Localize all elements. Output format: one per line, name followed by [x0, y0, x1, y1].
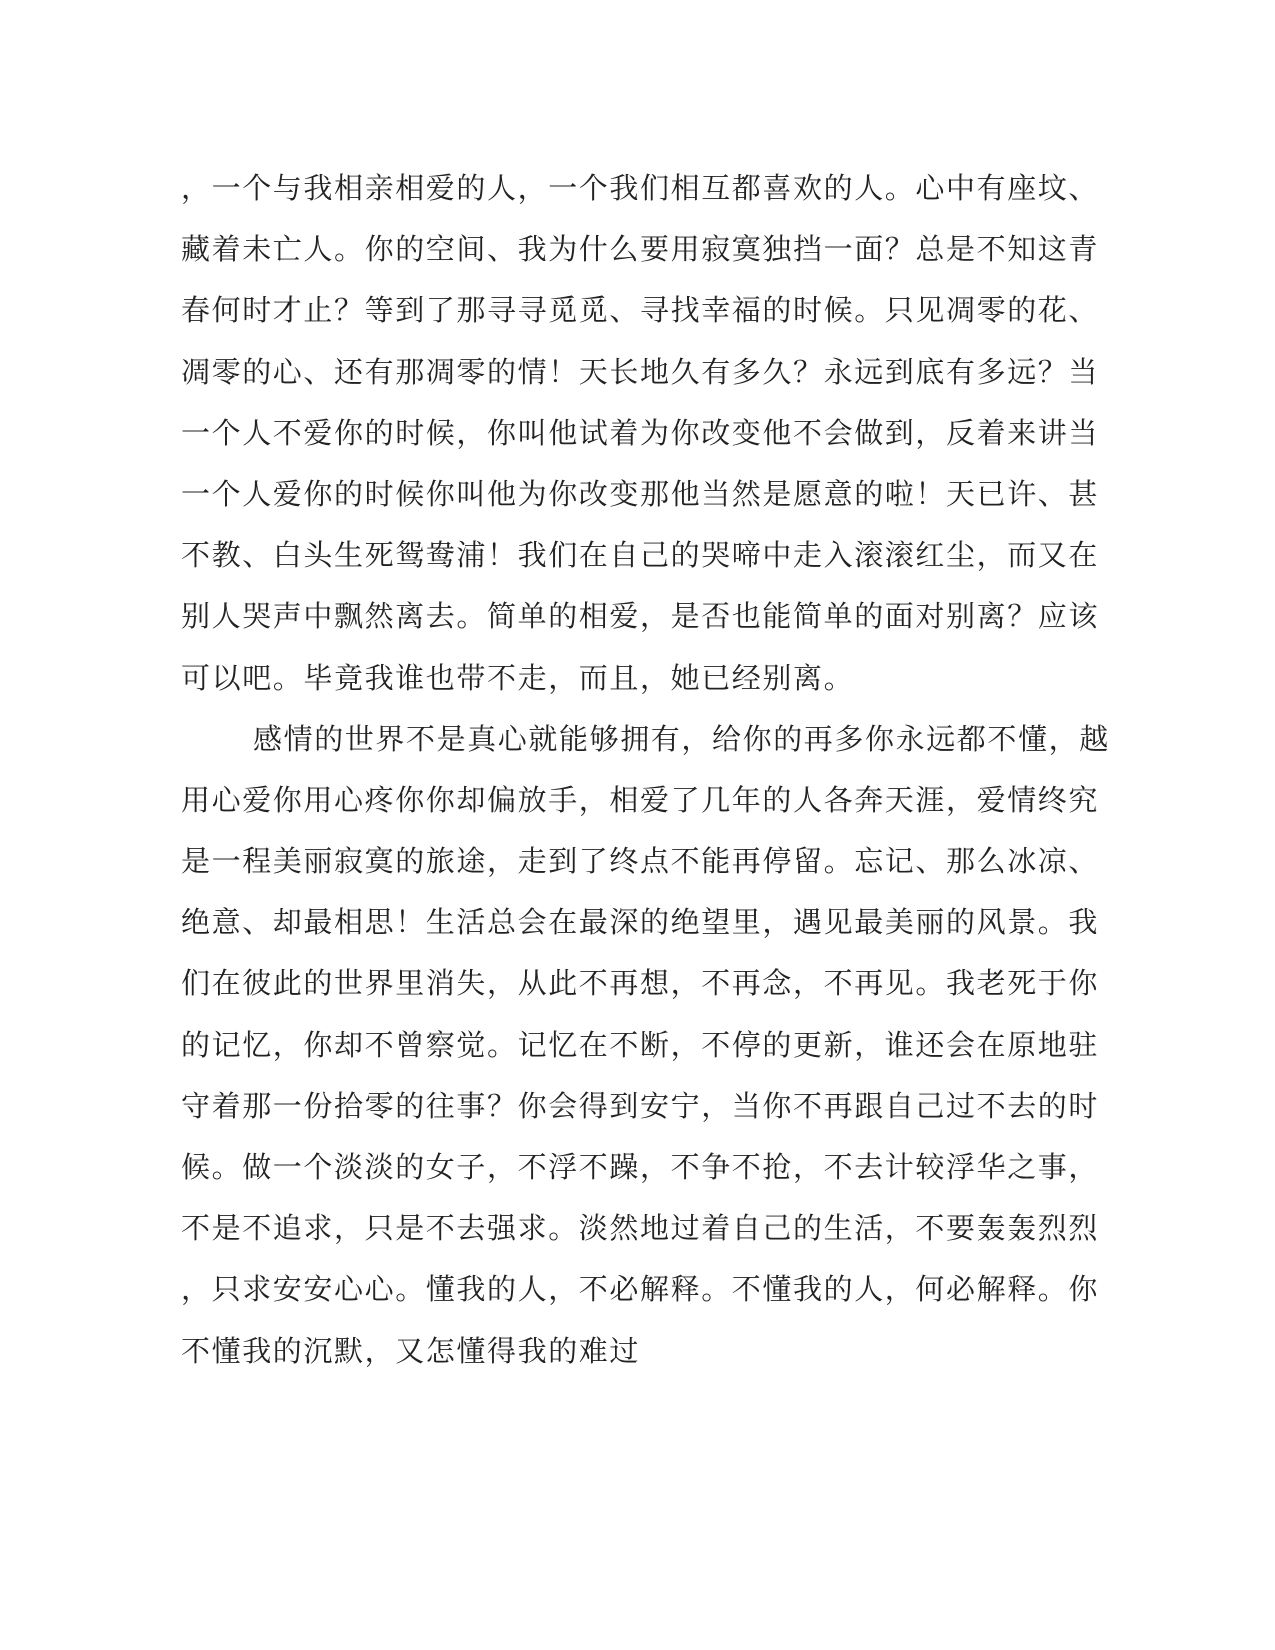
text-line: 可以吧。毕竟我谁也带不走，而且，她已经别离。: [181, 660, 855, 695]
text-line: 一个人不爱你的时候，你叫他试着为你改变他不会做到，反着来讲当: [181, 415, 1100, 450]
text-line: 们在彼此的世界里消失，从此不再想，不再念，不再见。我老死于你: [181, 966, 1100, 1001]
text-line: ，只求安安心心。懂我的人，不必解释。不懂我的人，何必解释。你: [181, 1272, 1100, 1307]
text-line: 候。做一个淡淡的女子，不浮不躁，不争不抢，不去计较浮华之事，: [181, 1150, 1100, 1184]
text-line: ，一个与我相亲相爱的人，一个我们相互都喜欢的人。心中有座坟、: [181, 171, 1100, 205]
text-line: 藏着未亡人。你的空间、我为什么要用寂寞独挡一面？总是不知这青: [181, 232, 1100, 267]
text-line: 守着那一份拾零的往事？你会得到安宁，当你不再跟自己过不去的时: [181, 1088, 1100, 1123]
body-text: [181, 158, 1110, 1382]
paragraph-2: [181, 709, 1110, 1382]
text-line-indented: 感情的世界不是真心就能够拥有，给你的再多你永远都不懂，越: [253, 721, 1110, 756]
text-line: 凋零的心、还有那凋零的情！天长地久有多久？永远到底有多远？当: [181, 354, 1100, 389]
text-line: 一个人爱你的时候你叫他为你改变那他当然是愿意的啦！天已许、甚: [181, 476, 1100, 511]
text-line: 绝意、却最相思！生活总会在最深的绝望里，遇见最美丽的风景。我: [181, 905, 1100, 940]
text-line: 的记忆，你却不曾察觉。记忆在不断，不停的更新，谁还会在原地驻: [181, 1027, 1100, 1062]
text-line: 别人哭声中飘然离去。简单的相爱，是否也能简单的面对别离？应该: [181, 599, 1100, 634]
text-line: 不教、白头生死鸳鸯浦！我们在自己的哭啼中走入滚滚红尘，而又在: [181, 538, 1100, 573]
text-line: 是一程美丽寂寞的旅途，走到了终点不能再停留。忘记、那么冰凉、: [181, 844, 1100, 879]
text-line: 春何时才止？等到了那寻寻觅觅、寻找幸福的时候。只见凋零的花、: [181, 293, 1100, 328]
text-line: 不懂我的沉默，又怎懂得我的难过: [181, 1333, 641, 1368]
text-line: 不是不追求，只是不去强求。淡然地过着自己的生活，不要轰轰烈烈: [181, 1211, 1100, 1246]
text-line: 用心爱你用心疼你你却偏放手，相爱了几年的人各奔天涯，爱情终究: [181, 782, 1100, 817]
paragraph-1: [181, 158, 1100, 709]
